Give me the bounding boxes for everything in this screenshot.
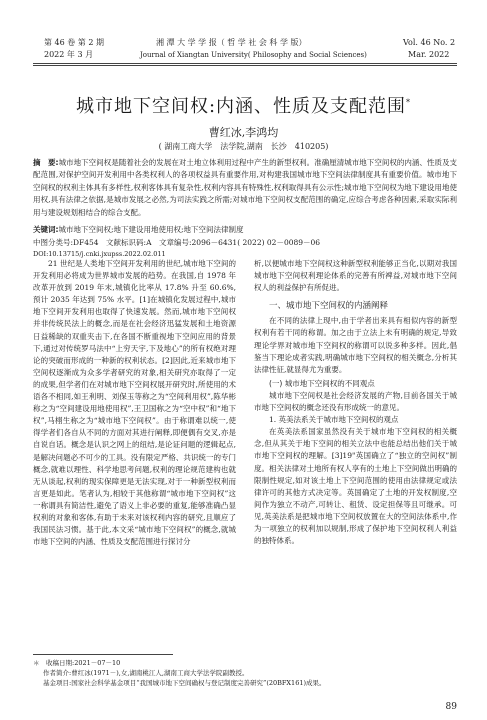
article-title-text: 城市地下空间权:内涵、性质及支配范围 (75, 96, 407, 117)
classification-line: 中图分类号:DF454 文献标识码:A 文章编号:2096－6431( 2022) 02－0089－06 (33, 238, 321, 247)
body-paragraph: 析,以便城市地下空间权这种新型权利能够正当化,以期对我国城市地下空间权利理论体系的完善有所裨益,对城市地下空间权人的利益保护有所促进。 (254, 259, 457, 293)
keywords-line (33, 224, 244, 235)
issue-date-en: Mar. 2022 (408, 50, 450, 59)
journal-header (0, 0, 487, 60)
title-footnote-mark: * (406, 98, 412, 107)
abstract (33, 157, 457, 219)
header-rule-thin (33, 65, 457, 66)
section-heading: 一、城市地下空间权的内涵阐释 (269, 301, 389, 312)
article-title (0, 92, 487, 118)
doi: DOI:10.13715/j.cnki.jxupss.2022.02.011 (33, 250, 166, 258)
author-affiliation: ( 湖南工商大学 法学院,湖南 长沙 410205) (158, 142, 329, 151)
keywords-label: 关键词: (33, 225, 59, 234)
abstract-label: 摘 要: (33, 158, 59, 167)
footnote-received: ＊ 收稿日期:2021－07－10 (33, 659, 121, 667)
footnote-author-bio: 作者简介:曹红冰(1971－),女,湖南桃江人,湖南工商大学法学院副教授。 (43, 669, 249, 677)
page-number: 89 (445, 702, 457, 712)
subsubsection-heading: 1. 英美法系关于城市地下空间权的观点 (269, 415, 399, 425)
body-paragraph: 在英美法系国家虽然没有关于城市地下空间权的相关概念,但从其关于地下空间的相关立法中也能总结出他们关于城市地下空间权的理解。[3]19"英国确立了“独立的空间权”制度。相关法律对土地所有权人享有的土地上下空间做出明确的限制性规定,如对该土地上下空间范围的使用由法律规定或法律许可的其他方式决定等。英国确定了土地的开发权制度,空间作为独立不动产,可转让、租赁、设定担保等且可继承。可见,英美法系是把城市地下空间权放置在大的空间法体系中,作为一项独立的权利加以规制,形成了保护地下空间权利人利益的独特体系。 (254, 427, 457, 546)
subsection-heading: (一) 城市地下空间权的不同观点 (269, 378, 375, 388)
issue-date: 2022 年 3 月 (44, 50, 94, 59)
body-paragraph: 21 世纪是人类地下空间开发利用的世纪,城市地下空间的开发利用必将成为世界城市发展的趋势。在我国,自 1978 年改革开放到 2019 年末,城镇化比率从 17.8% 升至 60.6%,预计 2035 年达到 75% 水平。[1]在城镇化发展过程中,城市地下空间开发利用也取得了快速发展。然而,城市地下空间权并非传统民法上的概念,而是在社会经济迅猛发展和土地资源日益稀缺的双重夹击下,在各国不断重视地下空间应用的背景下,通过对传统罗马法中“上穷天宇,下及地心”的所有权绝对理论的突破而形成的一种新的权利状态。[2]因此,近来城市地下空间权逐渐成为众多学者研究的对象,相关研究亦取得了一定的成果,但学者们在对城市地下空间权展开研究时,所使用的术语各不相同,如王利明、刘保玉等称之为“空间利用权”,陈华彬称之为“空间建设用地使用权”,王卫国称之为“空中权”和“地下权”,马栩生称之为“城市地下空间权”。由于称谓难以统一,使得学者们各自从不同的方面对其进行阐释,即便偶有交叉,亦是自说自话。概念是认识之网上的纽结,是论证问题的逻辑起点,是解决问题必不可少的工具。没有限定严格、共识统一的专门概念,就难以理性、科学地思考问题,权利的理论规范建构也就无从谈起,权利的现实保障更是无法实现,对于一种新型权利而言更是如此。笔者认为,相较于其他称谓“城市地下空间权”这一称谓具有简洁性,避免了语义上非必要的重复,能够准确凸显权利的对象和客体,有助于未来对该权利内容的研究,且顺应了我国民法习惯。基于此,本文采“城市地下空间权”的概念,就城市地下空间的内涵、性质及支配范围进行探讨分 (33, 259, 236, 547)
abstract-text: 城市地下空间权是随着社会的发展在对土地立体利用过程中产生的新型权利。准确厘清城市地下空间权的内涵、性质及支配范围,对保护空间开发利用中各类权利人的各项权益具有重要作用,对构建我国城市地下空间法律制度具有重要价值。城市地下空间权的权利主体具有多样性,权利客体具有复杂性,权利内容具有特殊性,权利取得具有公示性;城市地下空间权为地下建设用地使用权,具有法律之依据,是城市发展之必然,为司法实践之所需;对城市地下空间权支配范围的确定,应综合考虑各种因素,采取实际利用与建设规划相结合的综合支配。 (33, 158, 458, 217)
header-rule (33, 63, 457, 64)
body-paragraph: 在不同的法律上现中,由于学者出来具有相似内容的新型权利有若干同的称谓。加之由于立法上未有明确的规定,导致理论学界对城市地下空间权的称谓可以说多种多样。因此,倡鉴当下理论成者实践,明确城市地下空间权的相关概念,分析其法律性征,就显得尤为重要。 (254, 316, 457, 374)
keywords: 城市地下空间权;地下建设用地使用权;地下空间法律制度 (58, 225, 244, 234)
body-paragraph: 城市地下空间权是社会经济发展的产物,目前各国关于城市地下空间权的概念还没有形成统一的意见。 (254, 390, 457, 413)
body-right-column (254, 258, 457, 547)
volume-issue: 第 46 卷 第 2 期 (44, 38, 104, 47)
footnote-fund: 基金项目:国家社会科学基金项目“我国城市地下空间确权与登记制度完善研究”(20BFX161)成果。 (43, 679, 326, 687)
body-left-column (33, 258, 236, 548)
article-authors: 曹红冰,李鸿均 (208, 126, 279, 139)
journal-name-cn: 湘 潭 大 学 学 报（ 哲 学 社 会 科 学 版） (156, 38, 307, 47)
volume-issue-en: Vol. 46 No. 2 (403, 38, 456, 47)
journal-name-en: Journal of Xiangtan University( Philosophy and Social Sciences) (140, 51, 367, 59)
footnote-rule (33, 654, 173, 655)
